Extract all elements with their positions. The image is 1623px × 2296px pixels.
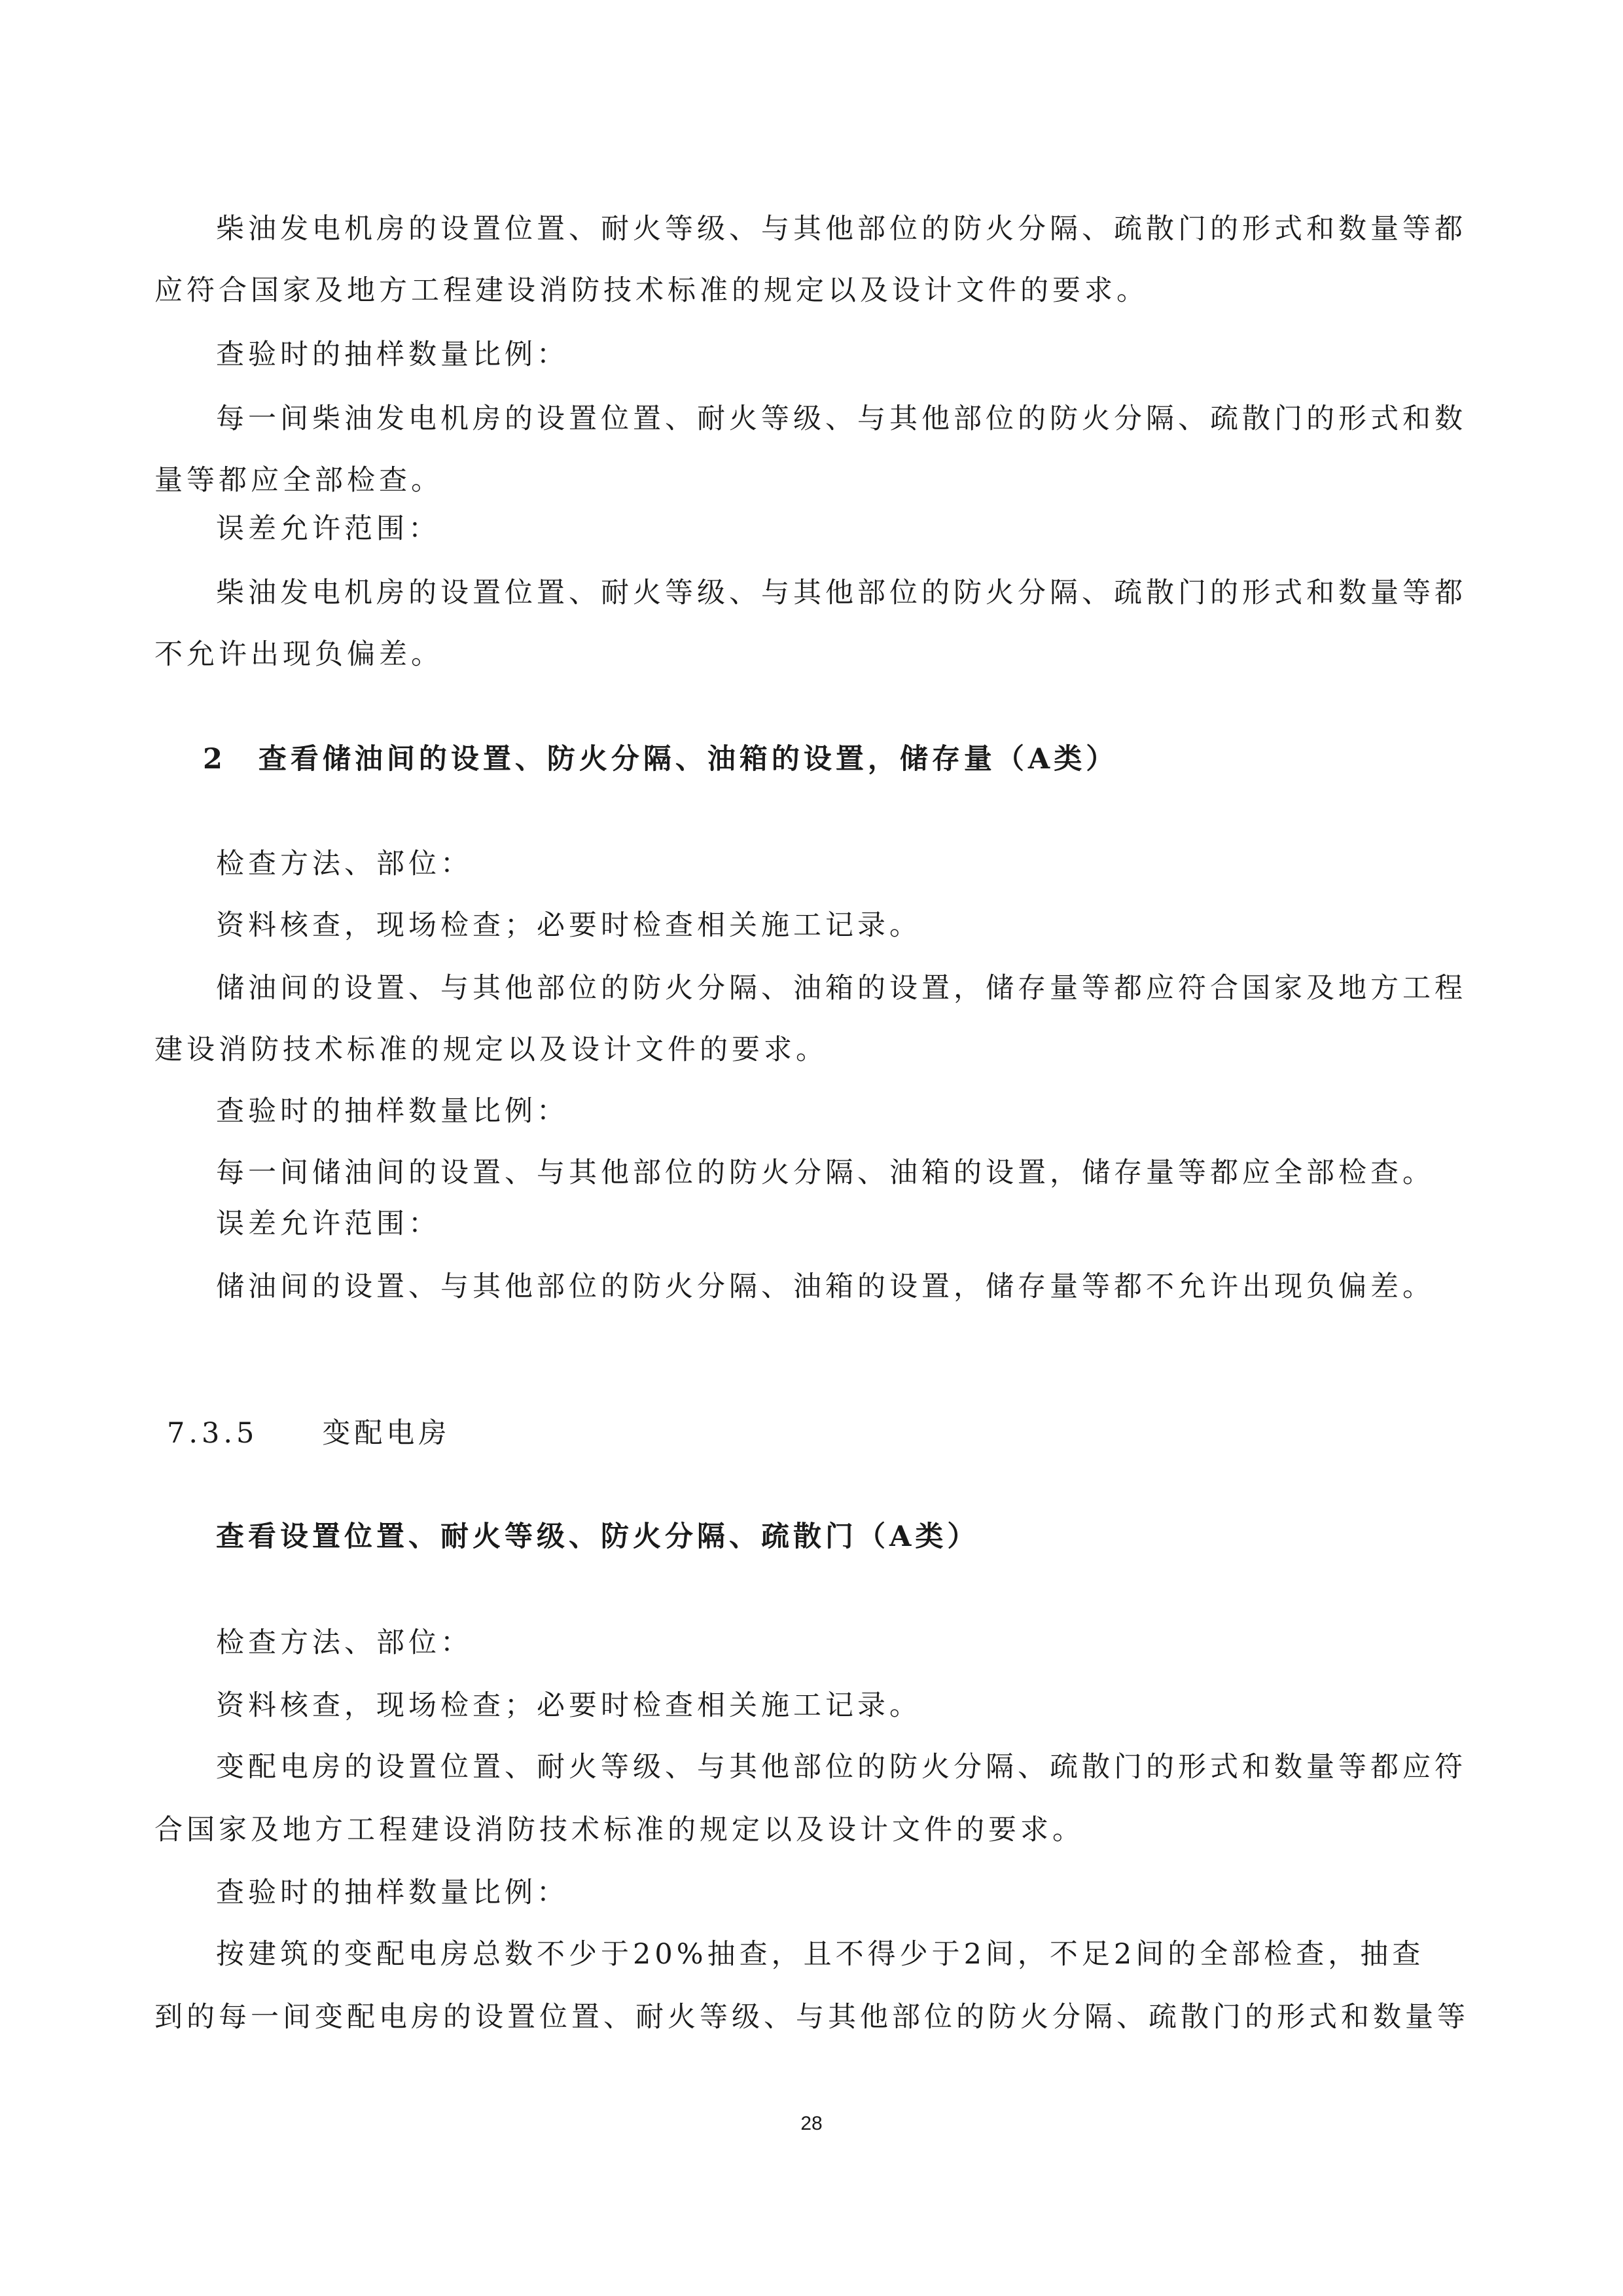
body-text-line: 资料核查，现场检查；必要时检查相关施工记录。 — [216, 1689, 921, 1722]
body-text-line: 不允许出现负偏差。 — [154, 638, 443, 671]
body-text-line: 柴油发电机房的设置位置、耐火等级、与其他部位的防火分隔、疏散门的形式和数量等都 — [216, 213, 1467, 245]
section-heading: 2 查看储油间的设置、防火分隔、油箱的设置，储存量（A类） — [203, 743, 1118, 776]
page-number: 28 — [800, 2113, 823, 2134]
label-text-line: 查验时的抽样数量比例： — [216, 1876, 569, 1909]
body-text-line: 资料核查，现场检查；必要时检查相关施工记录。 — [216, 909, 921, 942]
label-text-line: 误差允许范围： — [216, 1208, 440, 1240]
body-text-line: 储油间的设置、与其他部位的防火分隔、油箱的设置，储存量等都应符合国家及地方工程 — [216, 972, 1467, 1005]
body-text-line: 合国家及地方工程建设消防技术标准的规定以及设计文件的要求。 — [154, 1814, 1084, 1846]
body-text-line: 到的每一间变配电房的设置位置、耐火等级、与其他部位的防火分隔、疏散门的形式和数量等 — [154, 2001, 1469, 2034]
body-text-line: 变配电房的设置位置、耐火等级、与其他部位的防火分隔、疏散门的形式和数量等都应符 — [216, 1751, 1467, 1784]
body-text-line: 应符合国家及地方工程建设消防技术标准的规定以及设计文件的要求。 — [154, 274, 1149, 307]
body-text-line: 按建筑的变配电房总数不少于20%抽查，且不得少于2间，不足2间的全部检查，抽查 — [216, 1938, 1425, 1971]
label-text-line: 检查方法、部位： — [216, 1626, 473, 1659]
body-text-line: 每一间柴油发电机房的设置位置、耐火等级、与其他部位的防火分隔、疏散门的形式和数 — [216, 403, 1467, 435]
section-heading: 查看设置位置、耐火等级、防火分隔、疏散门（A类） — [216, 1520, 980, 1553]
body-text-line: 量等都应全部检查。 — [154, 464, 443, 497]
subsection-heading: 7.3.5 变配电房 — [167, 1417, 451, 1450]
body-text-line: 储油间的设置、与其他部位的防火分隔、油箱的设置，储存量等都不允许出现负偏差。 — [216, 1270, 1435, 1303]
label-text-line: 误差允许范围： — [216, 512, 440, 545]
label-text-line: 查验时的抽样数量比例： — [216, 338, 569, 371]
body-text-line: 每一间储油间的设置、与其他部位的防火分隔、油箱的设置，储存量等都应全部检查。 — [216, 1157, 1435, 1189]
label-text-line: 检查方法、部位： — [216, 848, 473, 880]
label-text-line: 查验时的抽样数量比例： — [216, 1095, 569, 1128]
body-text-line: 建设消防技术标准的规定以及设计文件的要求。 — [154, 1033, 828, 1066]
body-text-line: 柴油发电机房的设置位置、耐火等级、与其他部位的防火分隔、疏散门的形式和数量等都 — [216, 577, 1467, 609]
